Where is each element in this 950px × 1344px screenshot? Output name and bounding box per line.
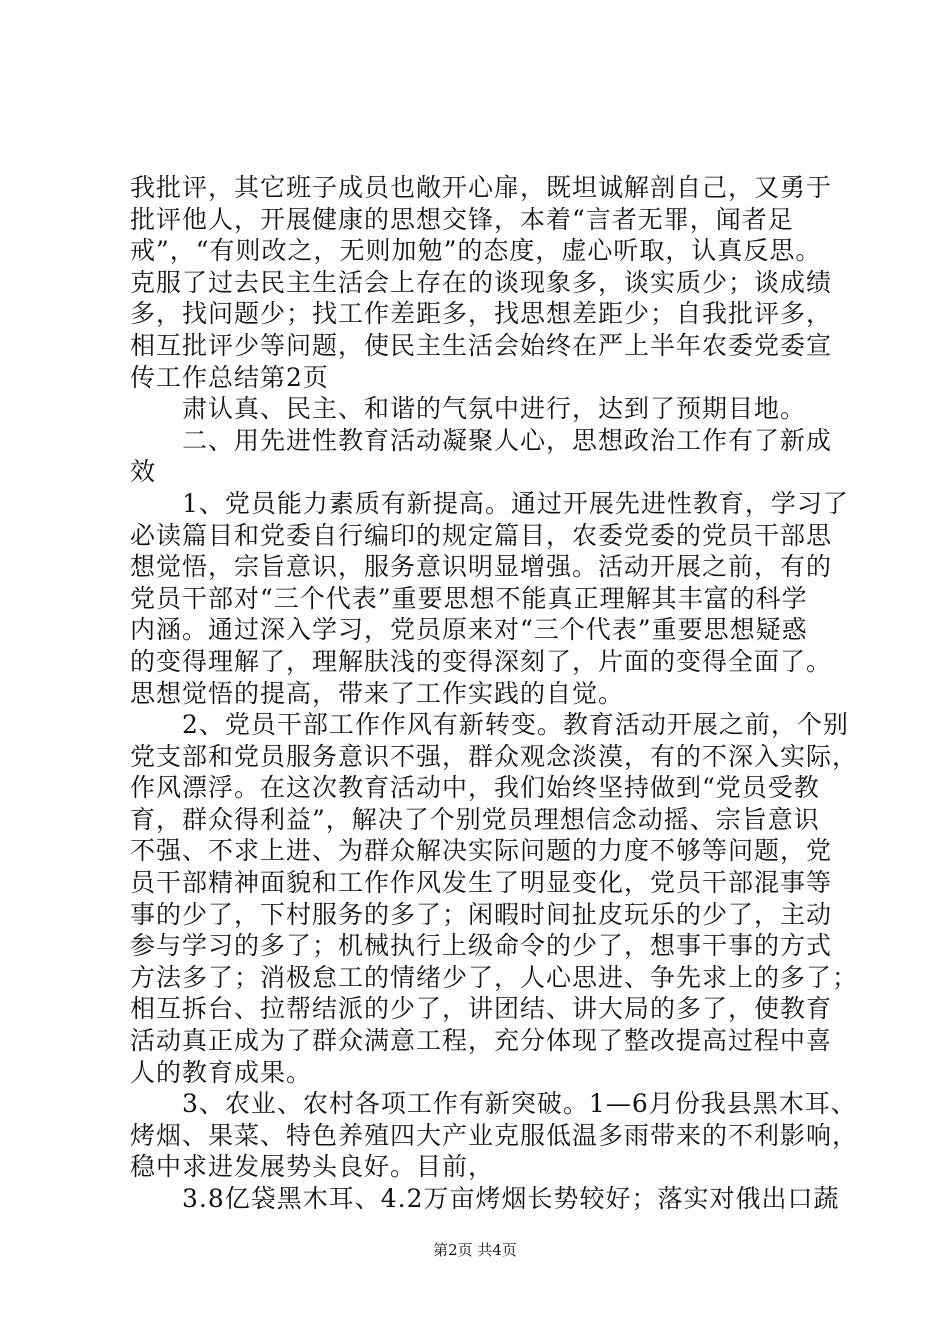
text-line: 必读篇目和党委自行编印的规定篇目，农委党委的党员干部思	[130, 520, 833, 550]
text-line: 人的教育成果。	[130, 1057, 313, 1087]
document-body	[130, 172, 859, 1215]
text-line: 2、党员干部工作作风有新转变。教育活动开展之前，个别	[130, 710, 849, 740]
text-line: 戒”，“有则改之，无则加勉”的态度，虚心听取，认真反思。	[130, 236, 822, 266]
text-line: 多，找问题少；找工作差距多，找思想差距少；自我批评多，	[130, 299, 833, 329]
text-line: 事的少了，下村服务的多了；闲暇时间扯皮玩乐的少了，主动	[130, 899, 833, 929]
text-line: 不强、不求上进、为群众解决实际问题的力度不够等问题，党	[130, 836, 833, 866]
text-line: 克服了过去民主生活会上存在的谈现象多，谈实质少；谈成绩	[130, 267, 833, 297]
text-line: 党员干部对“三个代表”重要思想不能真正理解其丰富的科学	[130, 583, 808, 613]
text-line: 作风漂浮。在这次教育活动中，我们始终坚持做到“党员受教	[130, 773, 820, 803]
text-line: 方法多了；消极怠工的情绪少了，人心思进、争先求上的多了；	[130, 962, 859, 992]
text-line: 参与学习的多了；机械执行上级命令的少了，想事干事的方式	[130, 931, 833, 961]
section-heading: 二、用先进性教育活动凝聚人心，思想政治工作有了新成	[130, 425, 833, 455]
text-line: 活动真正成为了群众满意工程，充分体现了整改提高过程中喜	[130, 1026, 833, 1056]
text-line: 3、农业、农村各项工作有新突破。1—6月份我县黑木耳、	[130, 1089, 857, 1119]
text-line: 思想觉悟的提高，带来了工作实践的自觉。	[130, 678, 625, 708]
text-line: 育，群众得利益”，解决了个别党员理想信念动摇、宗旨意识	[130, 804, 820, 834]
text-line: 稳中求进发展势头良好。目前，	[130, 1152, 495, 1182]
text-line: 我批评，其它班子成员也敞开心扉，既坦诚解剖自己，又勇于	[130, 173, 833, 202]
page-footer: 第2页 共4页	[433, 1241, 517, 1259]
text-line: 的变得理解了，理解肤浅的变得深刻了，片面的变得全面了。	[130, 646, 833, 676]
text-line: 烤烟、果菜、特色养殖四大产业克服低温多雨带来的不利影响，	[130, 1120, 859, 1150]
text-line: 内涵。通过深入学习，党员原来对“三个代表”重要思想疑惑	[130, 615, 808, 645]
text-line: 党支部和党员服务意识不强，群众观念淡漠，有的不深入实际，	[130, 741, 859, 771]
text-line: 相互拆台、拉帮结派的少了，讲团结、讲大局的多了，使教育	[130, 994, 833, 1024]
text-line: 1、党员能力素质有新提高。通过开展先进性教育，学习了	[130, 488, 849, 518]
section-heading-continued: 效	[130, 457, 157, 487]
text-line: 员干部精神面貌和工作作风发生了明显变化，党员干部混事等	[130, 868, 833, 898]
text-line: 想觉悟，宗旨意识，服务意识明显增强。活动开展之前，有的	[130, 552, 833, 582]
text-line: 3.8亿袋黑木耳、4.2万亩烤烟长势较好；落实对俄出口蔬	[130, 1184, 840, 1213]
text-line: 相互批评少等问题，使民主生活会始终在严上半年农委党委宣	[130, 330, 833, 360]
text-line: 批评他人，开展健康的思想交锋，本着“言者无罪，闻者足	[130, 204, 794, 234]
text-line: 肃认真、民主、和谐的气氛中进行，达到了预期目地。	[130, 394, 807, 424]
text-line: 传工作总结第2页	[130, 362, 329, 392]
